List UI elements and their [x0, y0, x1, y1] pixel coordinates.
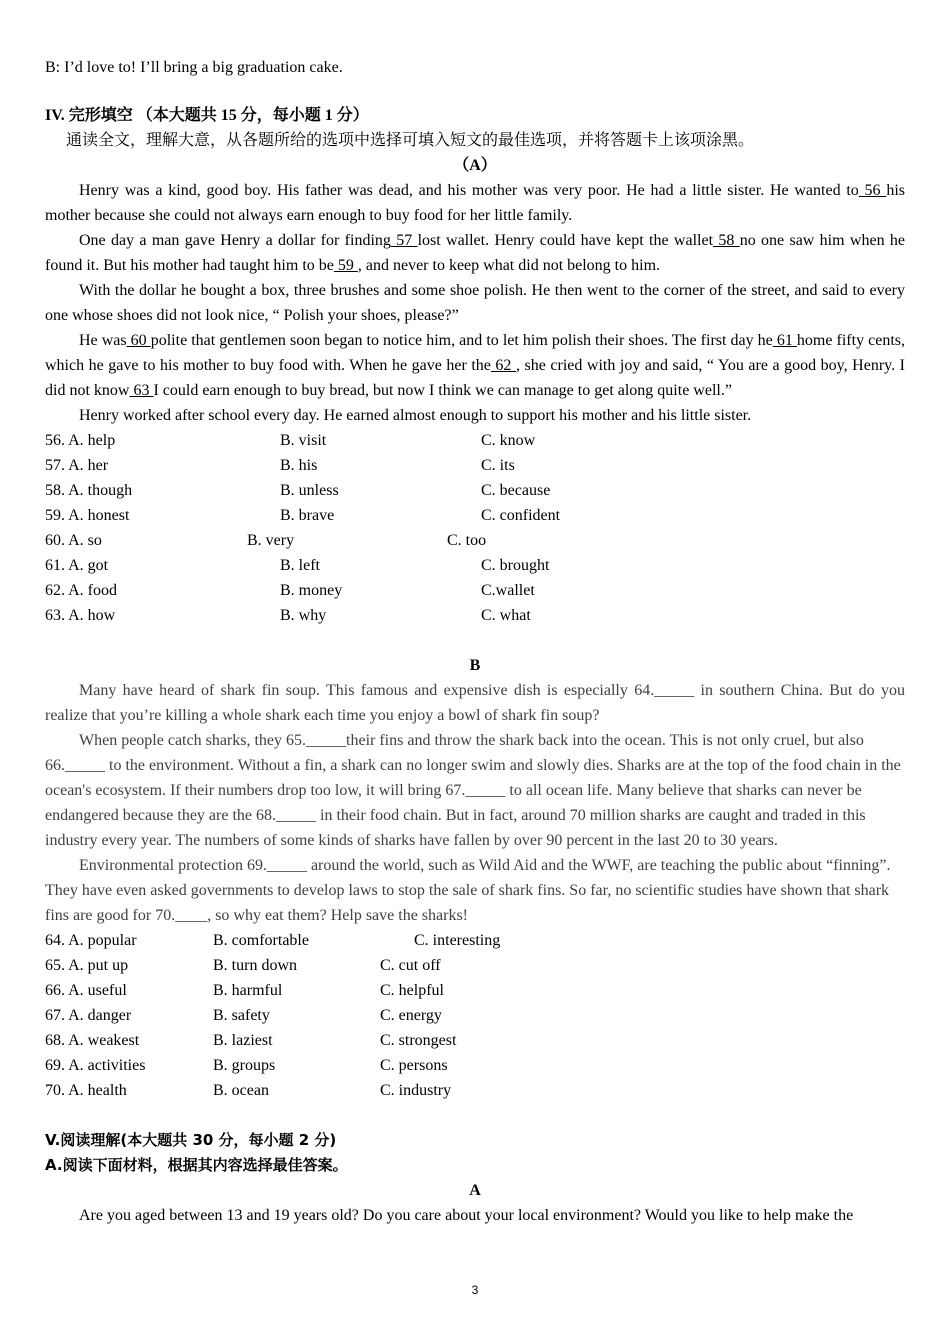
- option-a: 62. A. food: [45, 582, 117, 599]
- text: , and never to keep what did not belong to him.: [357, 257, 661, 274]
- option-b: B. unless: [280, 482, 339, 499]
- option-c: C. its: [481, 457, 515, 474]
- option-b: B. his: [280, 457, 318, 474]
- blank-61: 61: [772, 332, 797, 349]
- option-b: B. safety: [213, 1007, 270, 1024]
- option-b: B. harmful: [213, 982, 283, 999]
- blank-56: 56: [858, 182, 887, 199]
- passage-a-options: [45, 428, 905, 628]
- text: , she cried with joy and said, “ You are a good boy, Henry. I did not know: [45, 357, 906, 399]
- option-c: C. helpful: [380, 982, 444, 999]
- option-a: 60. A. so: [45, 532, 102, 549]
- option-row-68: [45, 1028, 905, 1053]
- option-b: B. turn down: [213, 957, 297, 974]
- option-b: B. comfortable: [213, 932, 309, 949]
- option-c: C. what: [481, 607, 531, 624]
- spacer: [45, 628, 905, 653]
- option-a: 64. A. popular: [45, 932, 137, 949]
- blank-57: 57: [390, 232, 418, 249]
- text: Henry was a kind, good boy. His father was dead, and his mother was very poor. He had a little sister. He wanted to: [79, 182, 859, 199]
- option-c: C. industry: [380, 1082, 452, 1099]
- option-a: 63. A. how: [45, 607, 116, 624]
- document-page: [45, 55, 905, 1228]
- option-a: 65. A. put up: [45, 957, 129, 974]
- blank-62: 62: [490, 357, 516, 374]
- option-a: 59. A. honest: [45, 507, 130, 524]
- option-c: C. cut off: [380, 957, 441, 974]
- option-row-69: [45, 1053, 905, 1078]
- section-5-passage-title: A: [469, 1182, 481, 1199]
- passage-b-paragraph-2: When people catch sharks, they 65._____their fins and throw the shark back into the ocean. This is not only cruel, but also 66._____ to the environment. Without a fin, a shark can no longer swim and slowly dies. Sharks are at the top of the food chain in the ocean's ecosystem. If their numbers drop too low, it will bring 67._____ to all ocean life. Many believe that sharks can never be endangered because they are the 68._____ in their food chain. But in fact, around 70 million sharks are caught and traded in this industry every year. The numbers of some kinds of sharks have fallen by over 90 percent in the last 20 to 30 years.: [45, 732, 901, 849]
- section-4-heading: [45, 103, 905, 128]
- option-c: C. persons: [380, 1057, 448, 1074]
- page-number: 3: [471, 1283, 479, 1297]
- spacer: [45, 1103, 905, 1128]
- section-5-heading: V.阅读理解(本大题共 30 分，每小题 2 分): [45, 1131, 337, 1149]
- section-4-title: 完形填空 （本大题共 15 分，每小题 1 分）: [64, 107, 369, 124]
- text: He was: [79, 332, 127, 349]
- section-5-paragraph-1: Are you aged between 13 and 19 years old? Do you care about your local environment? Would you like to help make the: [79, 1207, 854, 1224]
- text: home fifty cents, which he gave to his mother to buy food with. When he gave her the: [45, 332, 905, 374]
- option-c: C. interesting: [414, 932, 501, 949]
- option-b: B. groups: [213, 1057, 276, 1074]
- text: One day a man gave Henry a dollar for finding: [79, 232, 391, 249]
- section-4-number: IV.: [45, 107, 65, 124]
- option-row-60: [45, 528, 905, 553]
- option-a: 58. A. though: [45, 482, 133, 499]
- option-a: 61. A. got: [45, 557, 109, 574]
- dialogue-line: B: I’d love to! I’ll bring a big graduation cake.: [45, 59, 343, 76]
- option-b: B. ocean: [213, 1082, 269, 1099]
- option-a: 56. A. help: [45, 432, 116, 449]
- option-c: C.wallet: [481, 582, 535, 599]
- option-c: C. brought: [481, 557, 550, 574]
- option-c: C. confident: [481, 507, 561, 524]
- text: I could earn enough to buy bread, but now I think we can manage to get along quite well.”: [153, 382, 732, 399]
- blank-63: 63: [129, 382, 154, 399]
- blank-59: 59: [333, 257, 358, 274]
- text: his mother because she could not always earn enough to buy food for her little family.: [45, 182, 905, 224]
- passage-a-paragraph-2: [45, 228, 905, 278]
- option-b: B. visit: [280, 432, 327, 449]
- option-c: C. too: [447, 532, 487, 549]
- passage-b-options: [45, 928, 905, 1103]
- option-row-58: [45, 478, 905, 503]
- spacer: [45, 80, 905, 103]
- passage-a-paragraph-4: [45, 328, 905, 403]
- option-a: 57. A. her: [45, 457, 109, 474]
- passage-a-title: （A）: [453, 157, 497, 174]
- passage-b-paragraph-1: Many have heard of shark fin soup. This famous and expensive dish is especially 64._____ in southern China. But do you realize that you’re killing a whole shark each time you enjoy a bowl of shark fin soup?: [45, 682, 905, 724]
- option-row-65: [45, 953, 905, 978]
- option-b: B. why: [280, 607, 327, 624]
- option-c: C. because: [481, 482, 551, 499]
- option-c: C. strongest: [380, 1032, 457, 1049]
- option-b: B. very: [247, 532, 295, 549]
- option-c: C. energy: [380, 1007, 442, 1024]
- option-row-63: [45, 603, 905, 628]
- option-c: C. know: [481, 432, 536, 449]
- option-a: 70. A. health: [45, 1082, 127, 1099]
- passage-a-paragraph-3: With the dollar he bought a box, three brushes and some shoe polish. He then went to the corner of the street, and said to every one whose shoes did not look nice, “ Polish your shoes, please?”: [45, 282, 905, 324]
- section-4-instruction: 通读全文，理解大意，从各题所给的选项中选择可填入短文的最佳选项，并将答题卡上该项涂黑。: [66, 132, 755, 149]
- blank-58: 58: [713, 232, 740, 249]
- option-a: 69. A. activities: [45, 1057, 146, 1074]
- option-b: B. laziest: [213, 1032, 273, 1049]
- text: lost wallet. Henry could have kept the wallet: [417, 232, 714, 249]
- passage-b-paragraph-3: Environmental protection 69._____ around the world, such as Wild Aid and the WWF, are teaching the public about “finning”. They have even asked governments to develop laws to stop the sale of shark fins. So far, no scientific studies have shown that shark fins are good for 70.____, so why eat them? Help save the sharks!: [45, 857, 891, 924]
- passage-a-paragraph-5: Henry worked after school every day. He earned almost enough to support his mother and his little sister.: [79, 407, 752, 424]
- option-row-61: [45, 553, 905, 578]
- option-row-59: [45, 503, 905, 528]
- passage-b-title: B: [469, 657, 481, 674]
- option-a: 68. A. weakest: [45, 1032, 140, 1049]
- passage-a-paragraph-1: [45, 178, 905, 228]
- text: polite that gentlemen soon began to notice him, and to let him polish their shoes. The first day he: [150, 332, 773, 349]
- option-b: B. money: [280, 582, 343, 599]
- option-a: 67. A. danger: [45, 1007, 132, 1024]
- option-row-66: [45, 978, 905, 1003]
- option-row-56: [45, 428, 905, 453]
- section-5-subheading: A.阅读下面材料，根据其内容选择最佳答案。: [45, 1156, 348, 1174]
- option-row-62: [45, 578, 905, 603]
- text: no one saw him when he found it. But his mother had taught him to be: [45, 232, 906, 274]
- option-row-67: [45, 1003, 905, 1028]
- option-row-64: [45, 928, 905, 953]
- option-a: 66. A. useful: [45, 982, 127, 999]
- option-row-70: [45, 1078, 905, 1103]
- blank-60: 60: [126, 332, 151, 349]
- option-b: B. brave: [280, 507, 335, 524]
- option-b: B. left: [280, 557, 320, 574]
- option-row-57: [45, 453, 905, 478]
